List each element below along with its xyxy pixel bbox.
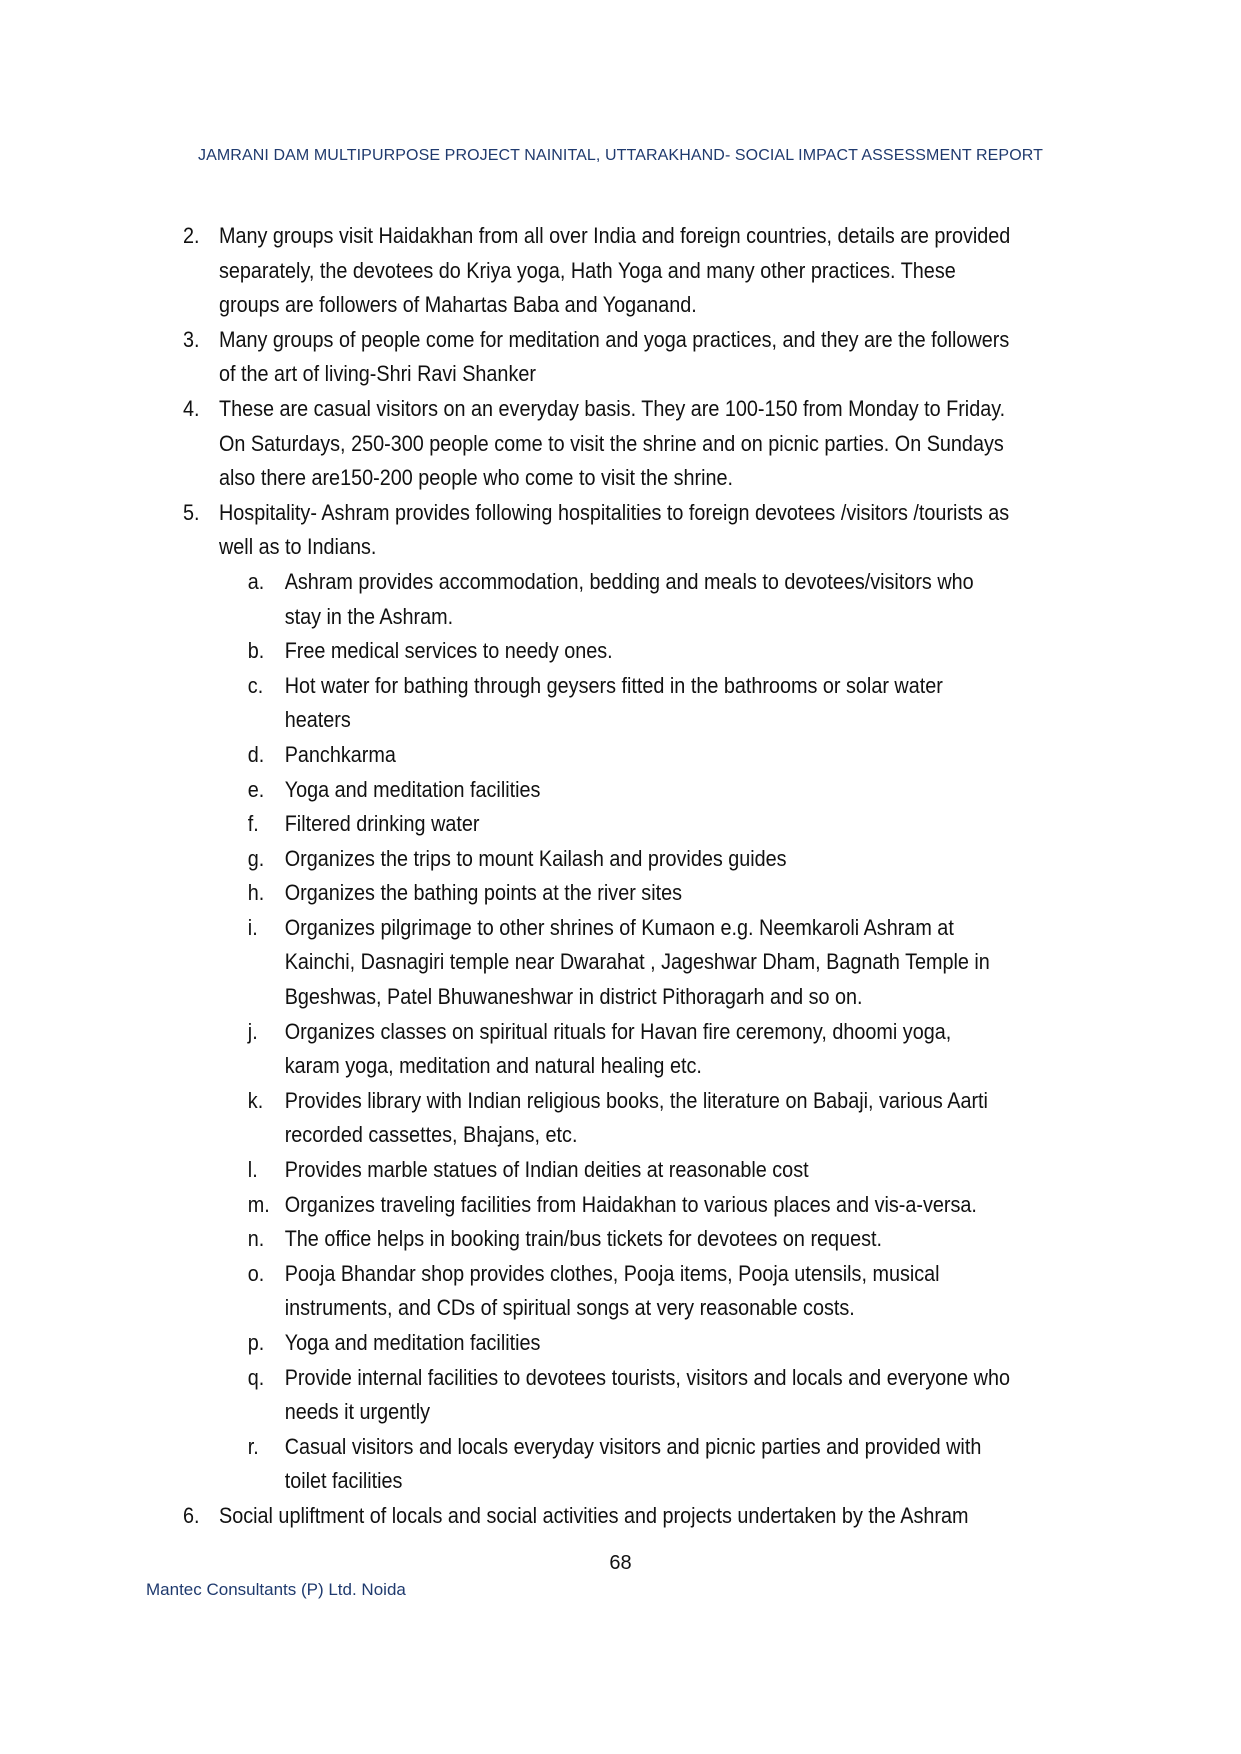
sublist-text: Organizes the trips to mount Kailash and provides guides [284, 845, 787, 871]
sublist-item [183, 738, 1011, 773]
sublist-text: Provides marble statues of Indian deities at reasonable cost [284, 1157, 809, 1183]
sublist-text: Organizes pilgrimage to other shrines of Kumaon e.g. Neemkaroli Ashram at Kainchi, Dasnagiri temple near Dwarahat , Jageshwar Dham, Bagnath Temple in Bgeshwas, Patel Bhuwaneshwar in district Pithoragarh and so on. [284, 914, 990, 1010]
sublist-item [183, 1361, 1011, 1430]
sublist-text: Provide internal facilities to devotees tourists, visitors and locals and everyone who needs it urgently [284, 1364, 1010, 1425]
sublist-item [183, 876, 1011, 911]
list-item-text: Hospitality- Ashram provides following hospitalities to foreign devotees /visitors /tourists as well as to Indians. [219, 499, 1010, 560]
sublist-letter: d. [247, 741, 265, 767]
sublist-item [183, 1084, 1011, 1153]
sublist-text: Ashram provides accommodation, bedding and meals to devotees/visitors who stay in the Ashram. [284, 568, 974, 629]
sublist-item [183, 565, 1011, 634]
list-item-text: Many groups visit Haidakhan from all over India and foreign countries, details are provided separately, the devotees do Kriya yoga, Hath Yoga and many other practices. These groups are followers of Mahartas Baba and Yoganand. [219, 223, 1011, 318]
sublist-item [183, 669, 1011, 738]
sublist-item [183, 911, 1011, 1015]
sublist-letter: c. [247, 672, 264, 698]
list-item [183, 496, 1011, 565]
sublist-text: Yoga and meditation facilities [284, 1330, 541, 1355]
sublist-text: Hot water for bathing through geysers fitted in the bathrooms or solar water heaters [284, 672, 943, 733]
sublist-item [183, 1222, 1011, 1257]
list-item [183, 1499, 1011, 1534]
sublist-letter: k. [247, 1087, 264, 1113]
sublist-letter: i. [247, 914, 258, 940]
sublist-letter: m. [247, 1191, 270, 1217]
sublist-letter: n. [247, 1226, 265, 1252]
sublist-letter: o. [247, 1260, 265, 1286]
sublist-item [183, 1257, 1011, 1326]
sublist-letter: j. [247, 1018, 258, 1044]
list-item-number: 6. [183, 1502, 200, 1528]
sublist-item [183, 773, 1011, 808]
sublist-letter: q. [247, 1364, 265, 1390]
sublist-letter: g. [247, 845, 265, 871]
list-item-text: Many groups of people come for meditation and yoga practices, and they are the followers of the art of living-Shri Ravi Shanker [219, 326, 1010, 387]
sublist-text: Organizes traveling facilities from Haidakhan to various places and vis-a-versa. [284, 1191, 977, 1217]
sublist-item [183, 807, 1011, 842]
list-item-text: These are casual visitors on an everyday basis. They are 100-150 from Monday to Friday. On Saturdays, 250-300 people come to visit the shrine and on picnic parties. On Sundays also there are150-200 people who come to visit the shrine. [219, 395, 1006, 491]
sublist-text: Casual visitors and locals everyday visitors and picnic parties and provided with toilet facilities [284, 1433, 982, 1494]
list-item-number: 4. [183, 395, 200, 421]
list-item-text: Social upliftment of locals and social activities and projects undertaken by the Ashram [219, 1502, 969, 1528]
sublist-text: Yoga and meditation facilities [284, 776, 541, 802]
list-item-number: 5. [183, 499, 200, 525]
sublist-text: Pooja Bhandar shop provides clothes, Pooja items, Pooja utensils, musical instruments, and CDs of spiritual songs at very reasonable costs. [284, 1260, 940, 1321]
sublist-text: Organizes the bathing points at the river sites [284, 880, 683, 906]
list-item [183, 323, 1011, 392]
list-item [183, 392, 1011, 496]
sublist-letter: h. [247, 880, 265, 906]
sublist-text: Panchkarma [284, 741, 396, 767]
sublist-item [183, 1326, 1011, 1361]
sublist-text: The office helps in booking train/bus tickets for devotees on request. [284, 1226, 882, 1252]
sublist-item [183, 634, 1011, 669]
sublist-item [183, 1153, 1011, 1188]
page-number: 68 [609, 1552, 632, 1574]
document-body [183, 219, 1011, 1534]
footer-company: Mantec Consultants (P) Ltd. Noida [146, 1580, 406, 1599]
sublist-text: Provides library with Indian religious books, the literature on Babaji, various Aarti recorded cassettes, Bhajans, etc. [284, 1087, 988, 1148]
sublist-item [183, 1015, 1011, 1084]
sublist-item [183, 1430, 1011, 1499]
sublist-text: Free medical services to needy ones. [284, 638, 613, 664]
sublist-text: Organizes classes on spiritual rituals for Havan fire ceremony, dhoomi yoga, karam yoga, meditation and natural healing etc. [284, 1018, 952, 1079]
sublist-letter: p. [247, 1330, 265, 1355]
sublist-letter: f. [247, 811, 259, 837]
sublist-letter: b. [247, 638, 265, 664]
list-item [183, 219, 1011, 323]
sublist-item [183, 1188, 1011, 1223]
sublist-letter: l. [247, 1157, 258, 1183]
sublist-letter: e. [247, 776, 265, 802]
sublist-letter: r. [247, 1433, 259, 1459]
report-header: JAMRANI DAM MULTIPURPOSE PROJECT NAINITAL, UTTARAKHAND- SOCIAL IMPACT ASSESSMENT REPORT [198, 147, 1043, 164]
list-item-number: 2. [183, 223, 200, 248]
sublist-text: Filtered drinking water [284, 811, 480, 837]
sublist-item [183, 842, 1011, 877]
list-item-number: 3. [183, 326, 200, 352]
sublist-letter: a. [247, 568, 265, 594]
